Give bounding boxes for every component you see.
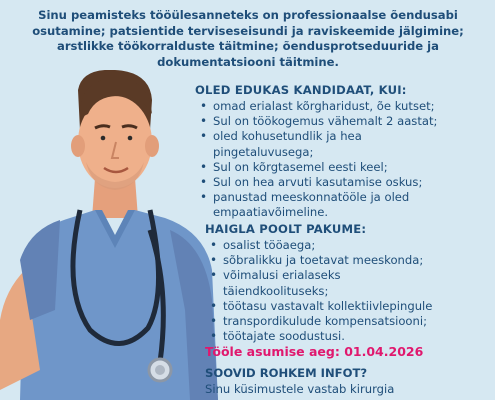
list-item: • võimalusi erialaseks: [223, 268, 432, 283]
list-item: • töötajate soodustusi.: [223, 329, 432, 344]
offer-list: [205, 238, 432, 344]
list-item-continuation: täiendkoolituseks;: [223, 283, 329, 298]
intro-line: arstlikke töökorralduste täitmine; õendusprotseduuride ja: [57, 39, 439, 53]
offer-heading: HAIGLA POOLT PAKUME:: [205, 222, 367, 236]
list-item: • transpordikulude kompensatsiooni;: [223, 314, 432, 329]
intro-line: osutamine; patsientide terviseseisundi ja raviskeemide jälgimine;: [32, 23, 464, 38]
list-item-continuation: empaatiavõimeline.: [213, 205, 329, 220]
requirements-list: [195, 99, 437, 221]
intro-line: Sinu peamisteks tööülesanneteks on professionaalse õendusabi: [38, 8, 458, 22]
list-item: • Sul on kõrgtasemel eesti keel;: [213, 160, 437, 175]
list-item-continuation: pingetaluvusega;: [213, 144, 314, 159]
nurse-with-stethoscope-icon: [0, 70, 220, 400]
list-item: • sõbralikku ja toetavat meeskonda;: [223, 253, 432, 268]
list-item: • Sul on hea arvuti kasutamise oskus;: [213, 175, 437, 190]
list-item: • osalist tööaega;: [223, 238, 432, 253]
intro-line: dokumentatsiooni täitmine.: [157, 54, 339, 69]
contact-text: Sinu küsimustele vastab kirurgia: [205, 382, 395, 396]
list-item: • töötasu vastavalt kollektiivlepingule: [223, 299, 432, 314]
list-item: • omad erialast kõrgharidust, õe kutset;: [213, 99, 437, 114]
job-description: [18, 8, 478, 70]
list-item: • oled kohusetundlik ja hea: [213, 129, 437, 144]
list-item: • Sul on töökogemus vähemalt 2 aastat;: [213, 114, 437, 129]
more-info-heading: SOOVID ROHKEM INFOT?: [205, 366, 368, 380]
list-item: • panustad meeskonnatööle ja oled: [213, 190, 437, 205]
requirements-heading: OLED EDUKAS KANDIDAAT, KUI:: [195, 83, 407, 97]
start-date: Tööle asumise aeg: 01.04.2026: [205, 344, 424, 359]
